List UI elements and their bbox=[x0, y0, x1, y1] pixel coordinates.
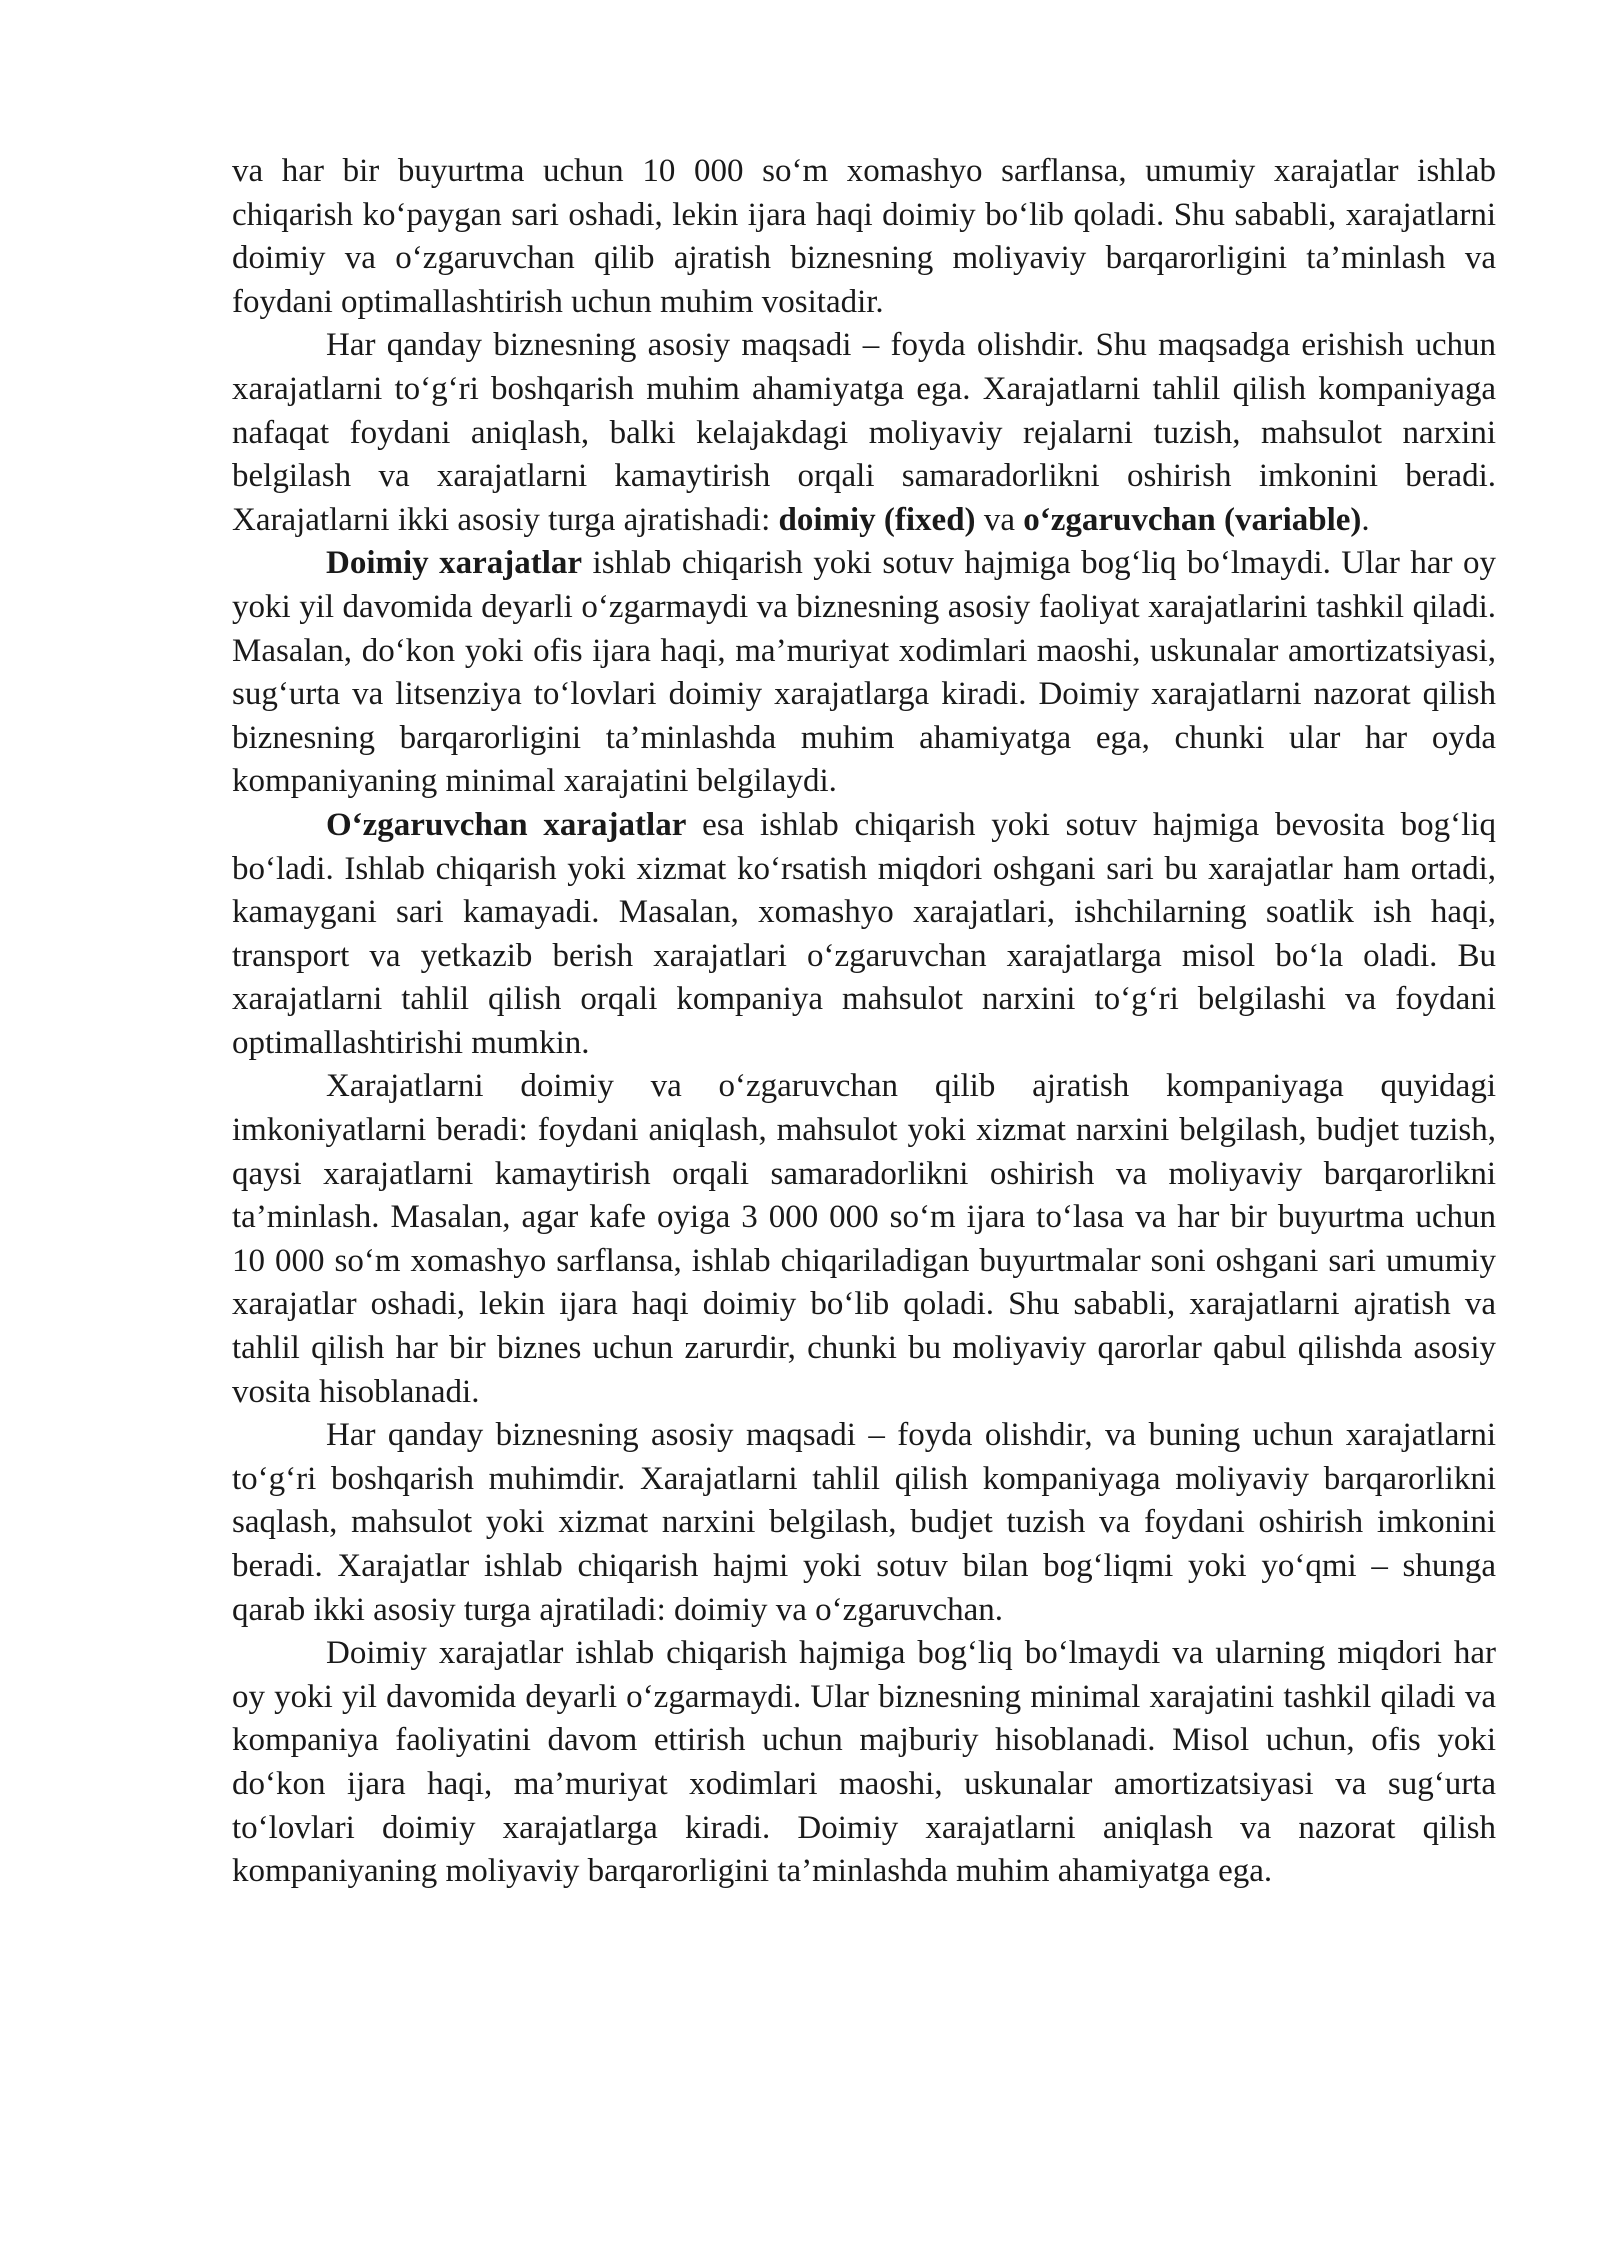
body-paragraph bbox=[232, 1632, 1496, 1894]
body-paragraph bbox=[232, 1065, 1496, 1414]
paragraph-text: va har bir buyurtma uchun 10 000 so‘m xomashyo sarflansa, umumiy xarajatlar ishlab chiqarish ko‘paygan sari oshadi, lekin ijara haqi doimiy bo‘lib qoladi. Shu sababli, xarajatlarni doimiy va o‘zgaruvchan qilib ajratish biznesning moliyaviy barqarorligini ta’minlash va foydani optimallashtirish uchun muhim vositadir. bbox=[232, 153, 1496, 320]
body-paragraph bbox=[232, 804, 1496, 1066]
body-paragraph bbox=[232, 324, 1496, 542]
bold-term: Doimiy xarajatlar bbox=[326, 545, 583, 582]
body-paragraph bbox=[232, 542, 1496, 804]
bold-term: o‘zgaruvchan (variable) bbox=[1023, 501, 1362, 538]
paragraph-text: Har qanday biznesning asosiy maqsadi – foyda olishdir. Shu maqsadga erishish uchun xarajatlarni to‘g‘ri boshqarish muhim ahamiyatga ega. Xarajatlarni tahlil qilish kompaniyaga nafaqat foydani aniqlash, balki kelajakdagi moliyaviy rejalarni tuzish, mahsulot narxini belgilash va xarajatlarni kamaytirish orqali samaradorlikni oshirish imkonini beradi. Xarajatlarni ikki asosiy turga ajratishadi: bbox=[232, 327, 1496, 538]
paragraph-text: Xarajatlarni doimiy va o‘zgaruvchan qilib ajratish kompaniyaga quyidagi imkoniyatlarni beradi: foydani aniqlash, mahsulot yoki xizmat narxini belgilash, budjet tuzish, qaysi xarajatlarni kamaytirish orqali samaradorlikni oshirish va moliyaviy barqarorlikni ta’minlash. Masalan, agar kafe oyiga 3 000 000 so‘m ijara to‘lasa va har bir buyurtma uchun 10 000 so‘m xomashyo sarflansa, ishlab chiqariladigan buyurtmalar soni oshgani sari umumiy xarajatlar oshadi, lekin ijara haqi doimiy bo‘lib qoladi. Shu sababli, xarajatlarni ajratish va tahlil qilish har bir biznes uchun zarurdir, chunki bu moliyaviy qarorlar qabul qilishda asosiy vosita hisoblanadi. bbox=[232, 1068, 1496, 1410]
bold-term: O‘zgaruvchan xarajatlar bbox=[326, 806, 687, 843]
paragraph-text: esa ishlab chiqarish yoki sotuv hajmiga bevosita bog‘liq bo‘ladi. Ishlab chiqarish yoki xizmat ko‘rsatish miqdori oshgani sari bu xarajatlar ham ortadi, kamaygani sari kamayadi. Masalan, xomashyo xarajatlari, ishchilarning soatlik ish haqi, transport va yetkazib berish xarajatlari o‘zgaruvchan xarajatlarga misol bo‘la oladi. Bu xarajatlarni tahlil qilish orqali kompaniya mahsulot narxini to‘g‘ri belgilashi va foydani optimallashtirishi mumkin. bbox=[232, 806, 1496, 1061]
bold-term: doimiy (fixed) bbox=[778, 501, 976, 538]
paragraph-text: Doimiy xarajatlar ishlab chiqarish hajmiga bog‘liq bo‘lmaydi va ularning miqdori har oy yoki yil davomida deyarli o‘zgarmaydi. Ular biznesning minimal xarajatini tashkil qiladi va kompaniya faoliyatini davom ettirish uchun majburiy hisoblanadi. Misol uchun, ofis yoki do‘kon ijara haqi, ma’muriyat xodimlari maoshi, uskunalar amortizatsiyasi va sug‘urta to‘lovlari doimiy xarajatlarga kiradi. Doimiy xarajatlarni aniqlash va nazorat qilish kompaniyaning moliyaviy barqarorligini ta’minlashda muhim ahamiyatga ega. bbox=[232, 1635, 1496, 1890]
paragraph-text: Har qanday biznesning asosiy maqsadi – foyda olishdir, va buning uchun xarajatlarni to‘g‘ri boshqarish muhimdir. Xarajatlarni tahlil qilish kompaniyaga moliyaviy barqarorlikni saqlash, mahsulot yoki xizmat narxini belgilash, budjet tuzish va foydani oshirish imkonini beradi. Xarajatlar ishlab chiqarish hajmi yoki sotuv bilan bog‘liqmi yoki yo‘qmi – shunga qarab ikki asosiy turga ajratiladi: doimiy va o‘zgaruvchan. bbox=[232, 1417, 1496, 1628]
document-page bbox=[232, 150, 1496, 1894]
body-paragraph bbox=[232, 1414, 1496, 1632]
paragraph-text: va bbox=[975, 501, 1024, 538]
paragraph-text: ishlab chiqarish yoki sotuv hajmiga bog‘liq bo‘lmaydi. Ular har oy yoki yil davomida deyarli o‘zgarmaydi va biznesning asosiy faoliyat xarajatlarini tashkil qiladi. Masalan, do‘kon yoki ofis ijara haqi, ma’muriyat xodimlari maoshi, uskunalar amortizatsiyasi, sug‘urta va litsenziya to‘lovlari doimiy xarajatlarga kiradi. Doimiy xarajatlarni nazorat qilish biznesning barqarorligini ta’minlashda muhim ahamiyatga ega, chunki ular har oyda kompaniyaning minimal xarajatini belgilaydi. bbox=[232, 545, 1496, 800]
body-paragraph bbox=[232, 150, 1496, 324]
paragraph-text: . bbox=[1361, 501, 1370, 538]
